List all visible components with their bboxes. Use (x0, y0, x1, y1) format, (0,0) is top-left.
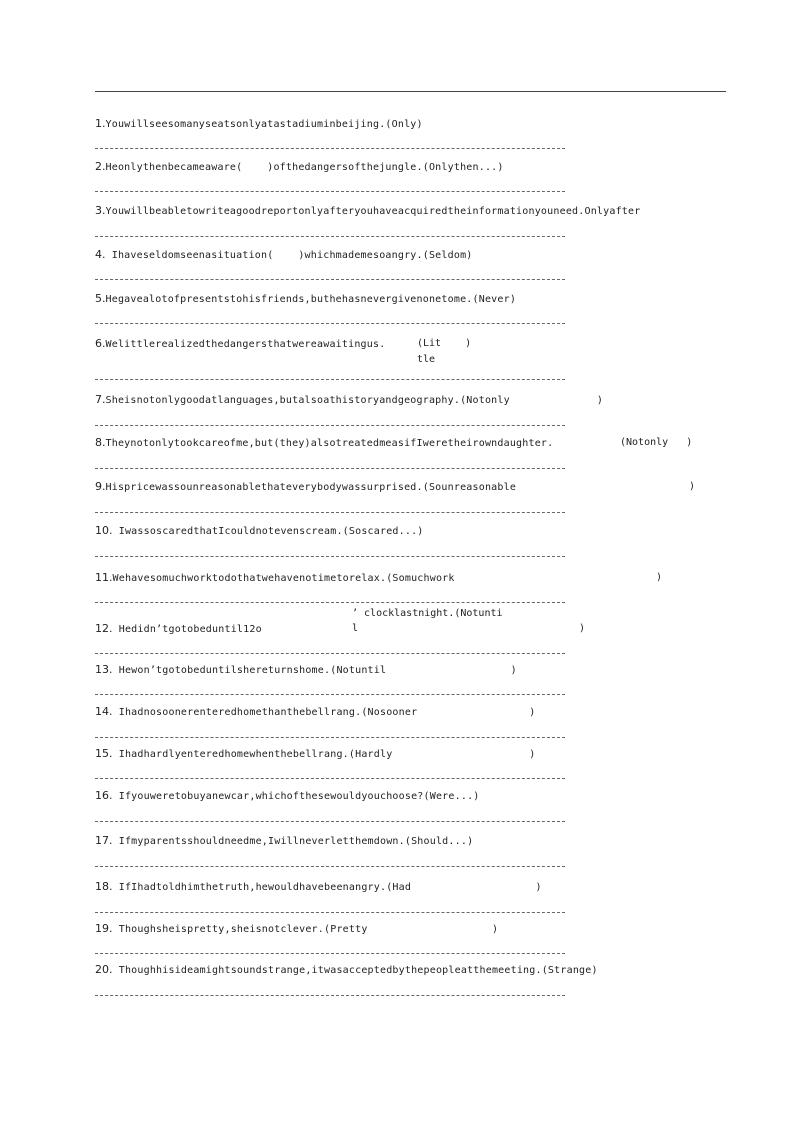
question-11-text: Wehavesomuchworktodothatwehavenotimetorelax.(Somuchwork (112, 573, 455, 584)
question-11: 11.Wehavesomuchworktodothatwehavenotimetorelax.(Somuchwork (95, 571, 455, 584)
question-17: 17. Ifmyparentsshouldneedme,Iwillneverletthemdown.(Should...) (95, 834, 474, 847)
question-20: 20. Thoughhisideamightsoundstrange,itwasacceptedbythepeopleatthemeeting.(Strange) (95, 963, 598, 976)
question-6-hint-bottom: tle (417, 354, 436, 365)
question-4: 4. Ihaveseldomseenasituation( )whichmademesoangry.(Seldom) (95, 248, 473, 261)
question-5: 5.Hegavealotofpresentstohisfriends,buthehasnevergivenonetome.(Never) (95, 292, 517, 305)
question-18-text: IfIhadtoldhimthetruth,hewouldhavebeenangry.(Had ) (112, 882, 542, 893)
question-19-text: Thoughsheispretty,sheisnotclever.(Pretty ) (112, 924, 499, 935)
question-1: 1.Youwillseesomanyseatsonlyatastadiuminbeijing.(Only) (95, 117, 423, 130)
question-13-text: Hewon’tgotobeduntilshereturnshome.(Notuntil ) (112, 665, 517, 676)
question-13: 13. Hewon’tgotobeduntilshereturnshome.(Notuntil ) (95, 663, 517, 676)
question-15-text: Ihadhardlyenteredhomewhenthebellrang.(Hardly ) (112, 749, 536, 760)
question-20-text: Thoughhisideamightsoundstrange,itwasacceptedbythepeopleatthemeeting.(Strange) (112, 965, 598, 976)
question-9-hint: ) (689, 481, 696, 492)
question-8-hint: (Notonly ) (620, 437, 693, 448)
question-7: 7.Sheisnotonlygoodatlanguages,butalsoathistoryandgeography.(Notonly ) (95, 393, 604, 406)
answer-line-20[interactable] (95, 995, 565, 996)
question-9: 9.Hispricewassounreasonablethateverybodywassurprised.(Sounreasonable (95, 480, 517, 493)
header-rule (95, 91, 726, 92)
question-19: 19. Thoughsheispretty,sheisnotclever.(Pretty ) (95, 922, 499, 935)
question-12-hint-close: ) (579, 623, 586, 634)
answer-line-10[interactable] (95, 556, 565, 557)
answer-line-6[interactable] (95, 379, 565, 380)
answer-line-9[interactable] (95, 512, 565, 513)
answer-line-19[interactable] (95, 953, 565, 954)
question-5-text: Hegavealotofpresentstohisfriends,buthehasnevergivenonetome.(Never) (105, 294, 517, 305)
question-17-text: Ifmyparentsshouldneedme,Iwillneverletthemdown.(Should...) (112, 836, 474, 847)
question-10-text: IwassoscaredthatIcouldnotevenscream.(Soscared...) (112, 526, 424, 537)
answer-line-13[interactable] (95, 694, 565, 695)
answer-line-14[interactable] (95, 737, 565, 738)
answer-line-5[interactable] (95, 323, 565, 324)
answer-line-12[interactable] (95, 653, 565, 654)
question-14: 14. Ihadnosoonerenteredhomethanthebellrang.(Nosooner ) (95, 705, 536, 718)
answer-line-17[interactable] (95, 866, 565, 867)
question-2-text: Heonlythenbecameaware( )ofthedangersofthejungle.(Onlythen...) (105, 162, 504, 173)
question-12-text: Hedidn’tgotobeduntil12o (112, 624, 262, 635)
answer-line-18[interactable] (95, 912, 565, 913)
answer-line-3[interactable] (95, 236, 565, 237)
question-11-hint: ) (656, 572, 663, 583)
question-8: 8.Theynotonlytookcareofme,but(they)alsotreatedmeasifIweretheirowndaughter. (95, 436, 554, 449)
answer-line-16[interactable] (95, 821, 565, 822)
question-15: 15. Ihadhardlyenteredhomewhenthebellrang.(Hardly ) (95, 747, 536, 760)
answer-line-8[interactable] (95, 468, 565, 469)
question-4-text: Ihaveseldomseenasituation( )whichmademesoangry.(Seldom) (105, 250, 473, 261)
question-6: 6.Welittlerealizedthedangersthatwereawaitingus. (95, 337, 386, 350)
answer-line-4[interactable] (95, 279, 565, 280)
question-2: 2.Heonlythenbecameaware( )ofthedangersofthejungle.(Onlythen...) (95, 160, 504, 173)
answer-line-2[interactable] (95, 191, 565, 192)
question-12-hint-bottom: l (352, 623, 359, 634)
question-7-text: Sheisnotonlygoodatlanguages,butalsoathistoryandgeography.(Notonly ) (105, 395, 604, 406)
question-16: 16. Ifyouweretobuyanewcar,whichofthesewouldyouchoose?(Were...) (95, 789, 480, 802)
question-16-text: Ifyouweretobuyanewcar,whichofthesewouldyouchoose?(Were...) (112, 791, 480, 802)
question-12: 12. Hedidn’tgotobeduntil12o (95, 622, 262, 635)
question-3: 3.Youwillbeabletowriteagoodreportonlyafteryouhaveacquiredtheinformationyouneed.Onlyafter (95, 204, 641, 217)
question-6-hint-top: (Lit ) (417, 338, 472, 349)
question-8-text: Theynotonlytookcareofme,but(they)alsotreatedmeasifIweretheirowndaughter. (105, 438, 554, 449)
question-1-text: Youwillseesomanyseatsonlyatastadiuminbeijing.(Only) (105, 119, 423, 130)
question-6-text: Welittlerealizedthedangersthatwereawaitingus. (105, 339, 386, 350)
question-9-text: Hispricewassounreasonablethateverybodywassurprised.(Sounreasonable (105, 482, 517, 493)
answer-line-15[interactable] (95, 778, 565, 779)
question-10: 10. IwassoscaredthatIcouldnotevenscream.(Soscared...) (95, 524, 424, 537)
question-14-text: Ihadnosoonerenteredhomethanthebellrang.(Nosooner ) (112, 707, 536, 718)
answer-line-7[interactable] (95, 425, 565, 426)
answer-line-1[interactable] (95, 148, 565, 149)
question-3-text: Youwillbeabletowriteagoodreportonlyafteryouhaveacquiredtheinformationyouneed.Onlyafter (105, 206, 641, 217)
question-12-hint-top: ’ clocklastnight.(Notunti (352, 608, 503, 619)
answer-line-11[interactable] (95, 602, 565, 603)
question-18: 18. IfIhadtoldhimthetruth,hewouldhavebeenangry.(Had ) (95, 880, 542, 893)
